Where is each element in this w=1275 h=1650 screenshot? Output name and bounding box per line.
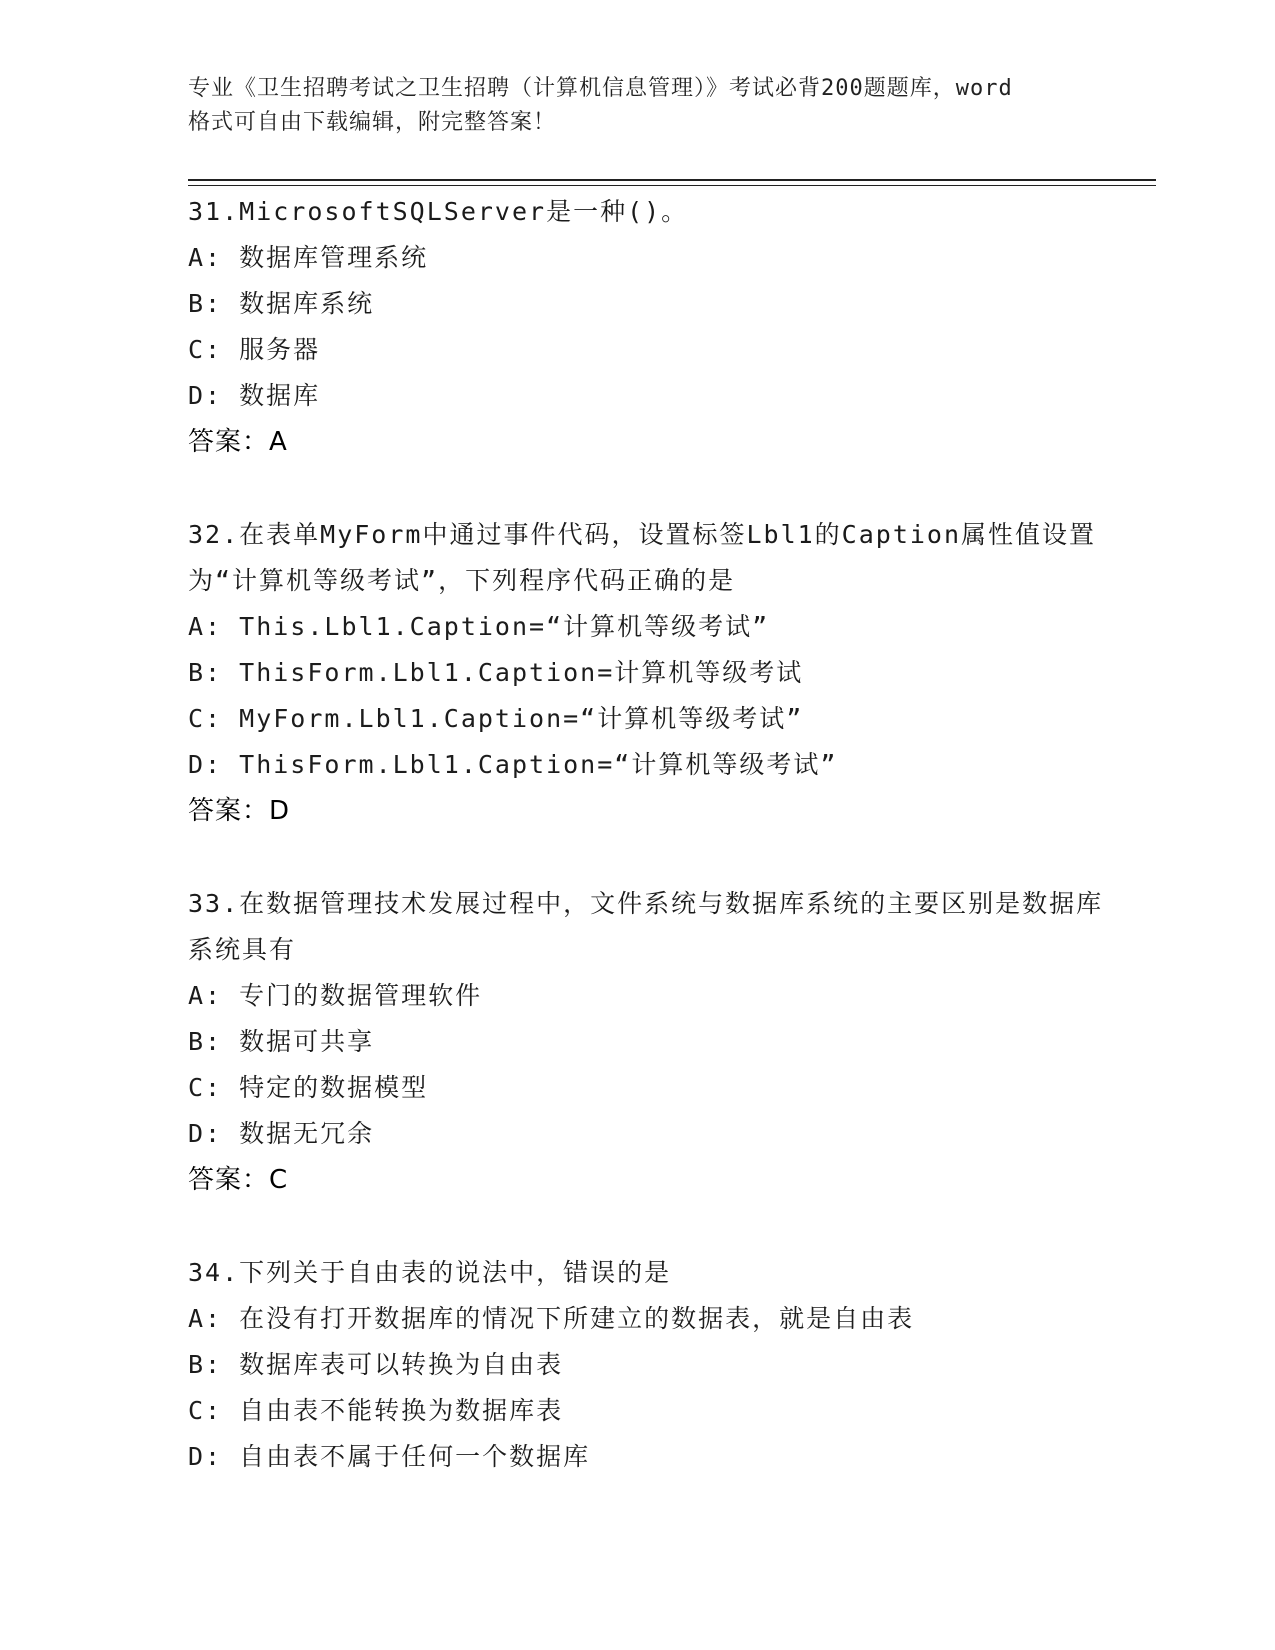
question-31 [188,189,1108,465]
question-stem: 33.在数据管理技术发展过程中，文件系统与数据库系统的主要区别是数据库系统具有 [188,889,1104,964]
option-a: A: This.Lbl1.Caption=“计算机等级考试” [188,612,770,641]
option-c: C: 自由表不能转换为数据库表 [188,1396,564,1425]
answer-label: 答案：A [188,427,288,457]
option-b: B: ThisForm.Lbl1.Caption=计算机等级考试 [188,658,804,687]
option-b: B: 数据库表可以转换为自由表 [188,1350,564,1379]
option-c: C: 特定的数据模型 [188,1073,429,1102]
question-32 [188,512,1108,834]
question-list [188,189,1108,1527]
question-33 [188,881,1108,1203]
question-stem: 31.MicrosoftSQLServer是一种()。 [188,197,689,226]
option-d: D: 数据库 [188,381,321,410]
option-c: C: MyForm.Lbl1.Caption=“计算机等级考试” [188,704,804,733]
option-b: B: 数据可共享 [188,1027,375,1056]
header-line-1: 专业《卫生招聘考试之卫生招聘（计算机信息管理）》考试必背200题题库，word [188,76,1013,101]
option-a: A: 数据库管理系统 [188,243,429,272]
option-c: C: 服务器 [188,335,321,364]
option-a: A: 在没有打开数据库的情况下所建立的数据表，就是自由表 [188,1304,915,1333]
document-header [188,72,1088,140]
header-line-2: 格式可自由下载编辑，附完整答案！ [188,110,557,135]
option-d: D: ThisForm.Lbl1.Caption=“计算机等级考试” [188,750,838,779]
question-34 [188,1250,1108,1480]
option-a: A: 专门的数据管理软件 [188,981,483,1010]
header-divider-thin [188,185,1156,186]
option-d: D: 数据无冗余 [188,1119,375,1148]
header-divider-thick [188,179,1156,181]
option-b: B: 数据库系统 [188,289,375,318]
answer-label: 答案：C [188,1165,289,1195]
option-d: D: 自由表不属于任何一个数据库 [188,1442,591,1471]
answer-label: 答案：D [188,796,291,826]
question-stem: 32.在表单MyForm中通过事件代码，设置标签Lbl1的Caption属性值设置为“计算机等级考试”，下列程序代码正确的是 [188,520,1097,595]
question-stem: 34.下列关于自由表的说法中，错误的是 [188,1258,672,1287]
